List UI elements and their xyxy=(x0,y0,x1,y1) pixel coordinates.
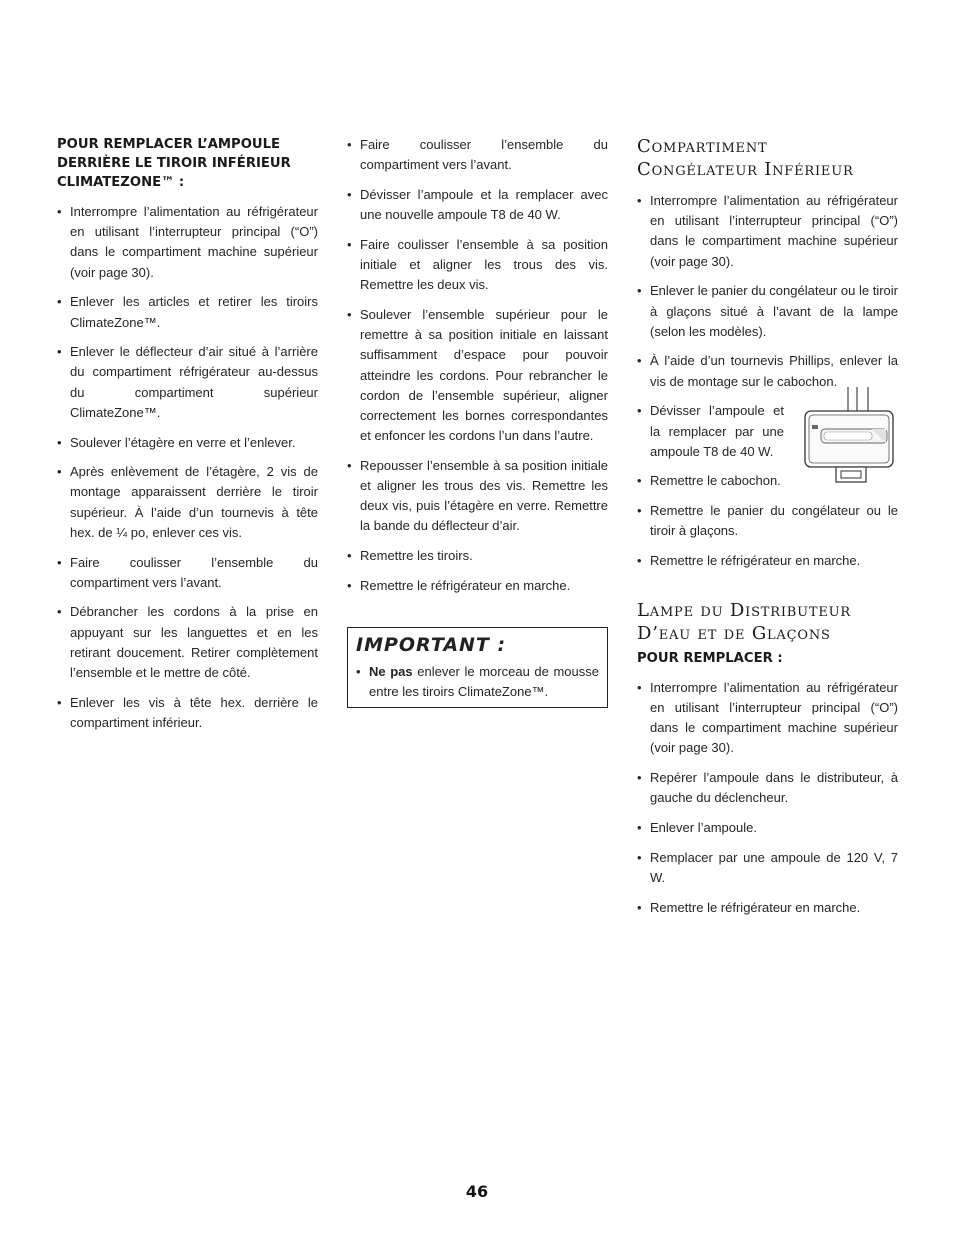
page-number: 46 xyxy=(465,1182,489,1201)
list-item: • Repousser l’ensemble à sa position initiale et aligner les trous des vis. Remettre les deux vis, puis l’étagère en verre. Remettre la bande du déflecteur d’air. xyxy=(347,456,608,537)
list-item: • Repérer l’ampoule dans le distributeur, à gauche du déclencheur. xyxy=(637,768,898,808)
list-item: • Enlever le déflecteur d’air situé à l’arrière du compartiment réfrigérateur au-dessus du compartiment supérieur ClimateZone™. xyxy=(57,342,318,423)
list-item: • Faire coulisser l’ensemble à sa position initiale et aligner les trous des vis. Remettre les deux vis. xyxy=(347,235,608,296)
important-text: enlever le morceau de mousse entre les tiroirs ClimateZone™. xyxy=(369,664,599,700)
list-item: • Enlever les articles et retirer les tiroirs ClimateZone™. xyxy=(57,292,318,332)
list-item: • Interrompre l’alimentation au réfrigérateur en utilisant l’interrupteur principal (“O”) dans le compartiment machine supérieur (voir page 30). xyxy=(637,191,898,272)
list-item-with-figure xyxy=(637,401,898,462)
list-item: • Remettre le réfrigérateur en marche. xyxy=(637,551,898,571)
column-3 xyxy=(637,135,898,927)
section-title-freezer xyxy=(637,135,898,181)
subheading-replace: POUR REMPLACER : xyxy=(637,650,783,666)
section-heading-climatezone: POUR REMPLACER L’AMPOULE DERRIÈRE LE TIROIR INFÉRIEUR CLIMATEZONE™ : xyxy=(57,137,291,190)
list-item: • À l’aide d’un tournevis Phillips, enlever la vis de montage sur le cabochon. xyxy=(637,351,898,391)
important-notice xyxy=(347,627,608,708)
list-item: • Interrompre l’alimentation au réfrigérateur en utilisant l’interrupteur principal (“O”) dans le compartiment machine supérieur (voir page 30). xyxy=(637,678,898,759)
title-line-1: Lampe du Distributeur xyxy=(637,599,851,621)
list-item: • Remettre le réfrigérateur en marche. xyxy=(637,898,898,918)
list-item: • Débrancher les cordons à la prise en appuyant sur les languettes et en les retirant doucement. Retirer complètement l’ensemble et le mettre de côté. xyxy=(57,602,318,683)
list-item-text: • Dévisser l’ampoule et la remplacer par une ampoule T8 de 40 W. xyxy=(650,403,784,459)
column-2 xyxy=(347,135,608,708)
list-item: • Dévisser l’ampoule et la remplacer avec une nouvelle ampoule T8 de 40 W. xyxy=(347,185,608,225)
list-item: • Après enlèvement de l’étagère, 2 vis de montage apparaissent derrière le tiroir supérieur. À l’aide d’un tournevis à tête hex. de ¼ po, enlever ces vis. xyxy=(57,462,318,543)
important-title: IMPORTANT : xyxy=(356,634,507,657)
list-item: • Remplacer par une ampoule de 120 V, 7 W. xyxy=(637,848,898,888)
important-item xyxy=(356,662,599,702)
title-line-1: Compartiment xyxy=(637,136,768,157)
list-item: • Remettre le réfrigérateur en marche. xyxy=(347,576,608,596)
list-item: • Enlever le panier du congélateur ou le tiroir à glaçons situé à l’avant de la lampe (selon les modèles). xyxy=(637,281,898,342)
list-item: • Remettre les tiroirs. xyxy=(347,546,608,566)
list-item: • Enlever l’ampoule. xyxy=(637,818,898,838)
instruction-list xyxy=(347,135,608,596)
list-item: • Enlever les vis à tête hex. derrière le compartiment inférieur. xyxy=(57,693,318,733)
instruction-list xyxy=(57,202,318,733)
important-bold-text: Ne pas xyxy=(369,664,413,680)
list-item: • Soulever l’étagère en verre et l’enlever. xyxy=(57,433,318,453)
list-item: • Remettre le cabochon. xyxy=(637,471,898,491)
column-1 xyxy=(57,135,318,743)
important-list xyxy=(356,662,599,702)
list-item: • Remettre le panier du congélateur ou le tiroir à glaçons. xyxy=(637,501,898,541)
list-item: • Soulever l’ensemble supérieur pour le remettre à sa position initiale en laissant suffisamment d’espace pour pouvoir atteindre les cordons. Pour rebrancher le cordon de l’ensemble supérieur, aligner correctement les bornes correspondantes et enfoncer les cordons l’un dans l’autre. xyxy=(347,305,608,446)
list-item: • Faire coulisser l’ensemble du compartiment vers l’avant. xyxy=(57,553,318,593)
title-line-2: Congélateur Inférieur xyxy=(637,159,854,180)
title-line-2: D’eau et de Glaçons xyxy=(637,622,831,644)
list-item: • Interrompre l’alimentation au réfrigérateur en utilisant l’interrupteur principal (“O”) dans le compartiment machine supérieur (voir page 30). xyxy=(57,202,318,283)
section-title-dispenser-lamp xyxy=(637,599,898,645)
list-item: • Faire coulisser l’ensemble du compartiment vers l’avant. xyxy=(347,135,608,175)
instruction-list xyxy=(637,678,898,918)
instruction-list xyxy=(637,191,898,571)
